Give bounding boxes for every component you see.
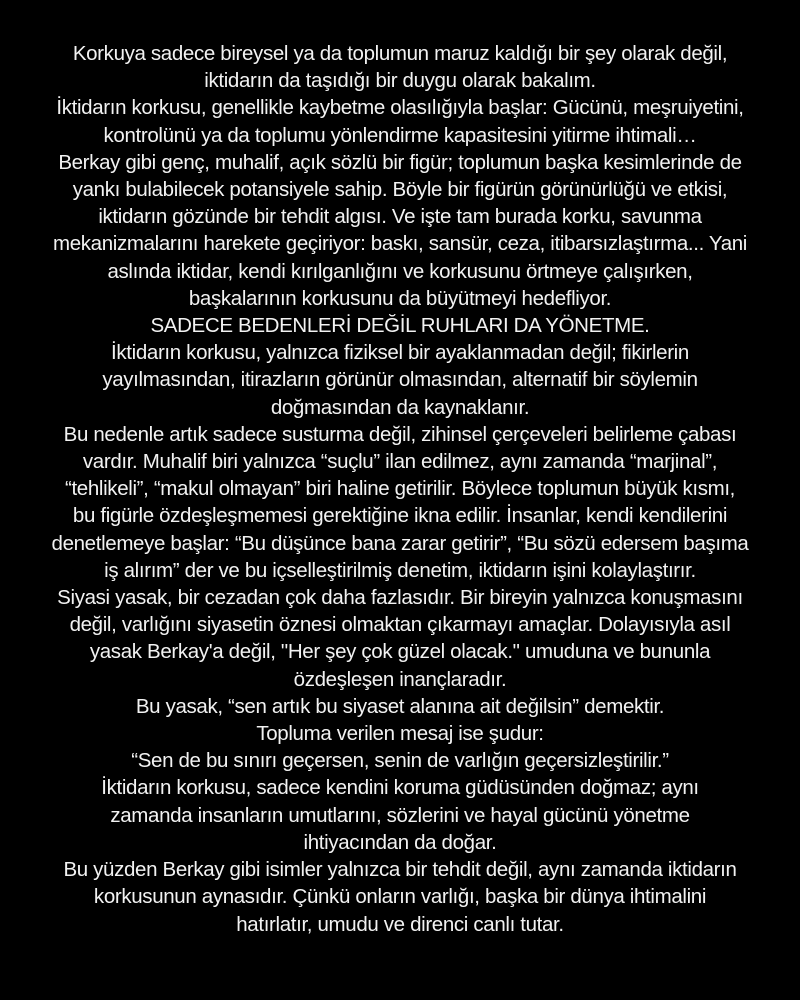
text-line: İktidarın korkusu, genellikle kaybetme olasılığıyla başlar: Gücünü, meşruiyetini, (56, 96, 744, 120)
text-line: iş alırım” der ve bu içselleştirilmiş denetim, iktidarın işini kolaylaştırır. (104, 558, 696, 582)
quote-line: “Sen de bu sınırı geçersen, senin de varlığın geçersizleştirilir.” (131, 749, 669, 773)
text-line: yankı bulabilecek potansiyele sahip. Böyle bir figürün görünürlüğü ve etkisi, (72, 178, 728, 202)
text-line: İktidarın korkusu, sadece kendini koruma güdüsünden doğmaz; aynı (101, 776, 699, 800)
text-line: İktidarın korkusu, yalnızca fiziksel bir ayaklanmadan değil; fikirlerin (111, 341, 689, 365)
text-line: yayılmasından, itirazların görünür olmasından, alternatif bir söylemin (102, 368, 698, 392)
text-line: kontrolünü ya da toplumu yönlendirme kapasitesini yitirme ihtimali… (103, 123, 697, 147)
text-line: iktidarın gözünde bir tehdit algısı. Ve işte tam burada korku, savunma (98, 205, 702, 229)
text-line: denetlemeye başlar: “Bu düşünce bana zarar getirir”, “Bu sözü edersem başıma (51, 531, 749, 555)
text-line: bu figürle özdeşleşmemesi gerektiğine ikna edilir. İnsanlar, kendi kendilerini (72, 504, 728, 528)
text-line: Korkuya sadece bireysel ya da toplumun maruz kaldığı bir şey olarak değil, (72, 42, 728, 65)
text-line: Topluma verilen mesaj ise şudur: (256, 722, 544, 746)
text-line: Siyasi yasak, bir cezadan çok daha fazlasıdır. Bir bireyin yalnızca konuşmasını (57, 586, 743, 610)
text-line: zamanda insanların umutlarını, sözlerini ve hayal gücünü yönetme (110, 803, 690, 827)
text-line: Berkay gibi genç, muhalif, açık sözlü bir figür; toplumun başka kesimlerinde de (58, 150, 742, 174)
text-line: Bu nedenle artık sadece susturma değil, zihinsel çerçeveleri belirleme çabası (63, 422, 737, 446)
text-line: Bu yüzden Berkay gibi isimler yalnızca bir tehdit değil, aynı zamanda iktidarın (63, 858, 737, 882)
text-line: Bu yasak, “sen artık bu siyaset alanına ait değilsin” demektir. (135, 694, 665, 718)
heading-line: SADECE BEDENLERİ DEĞİL RUHLARI DA YÖNETME. (150, 314, 650, 338)
text-line: özdeşleşen inançlaradır. (293, 667, 507, 691)
text-line: “tehlikeli”, “makul olmayan” biri haline getirilir. Böylece toplumun büyük kısmı, (64, 477, 736, 501)
text-line: korkusunun aynasıdır. Çünkü onların varlığı, başka bir dünya ihtimalini (93, 885, 707, 909)
text-line: doğmasından da kaynaklanır. (270, 395, 530, 419)
text-line: vardır. Muhalif biri yalnızca “suçlu” ilan edilmez, aynı zamanda “marjinal”, (82, 450, 718, 474)
text-line: yasak Berkay'a değil, "Her şey çok güzel olacak." umuduna ve bununla (89, 640, 711, 664)
text-line: iktidarın da taşıdığı bir duygu olarak bakalım. (204, 69, 596, 93)
text-line: hatırlatır, umudu ve direnci canlı tutar. (236, 912, 564, 936)
text-line: mekanizmalarını harekete geçiriyor: baskı, sansür, ceza, itibarsızlaştırma... Yani (52, 232, 748, 256)
text-line: başkalarının korkusunu da büyütmeyi hedefliyor. (188, 286, 612, 310)
text-line: aslında iktidar, kendi kırılganlığını ve korkusunu örtmeye çalışırken, (107, 259, 693, 283)
text-block (0, 40, 800, 938)
text-line: ihtiyacından da doğar. (303, 830, 497, 854)
text-line: değil, varlığını siyasetin öznesi olmaktan çıkarmayı amaçlar. Dolayısıyla asıl (69, 613, 731, 637)
